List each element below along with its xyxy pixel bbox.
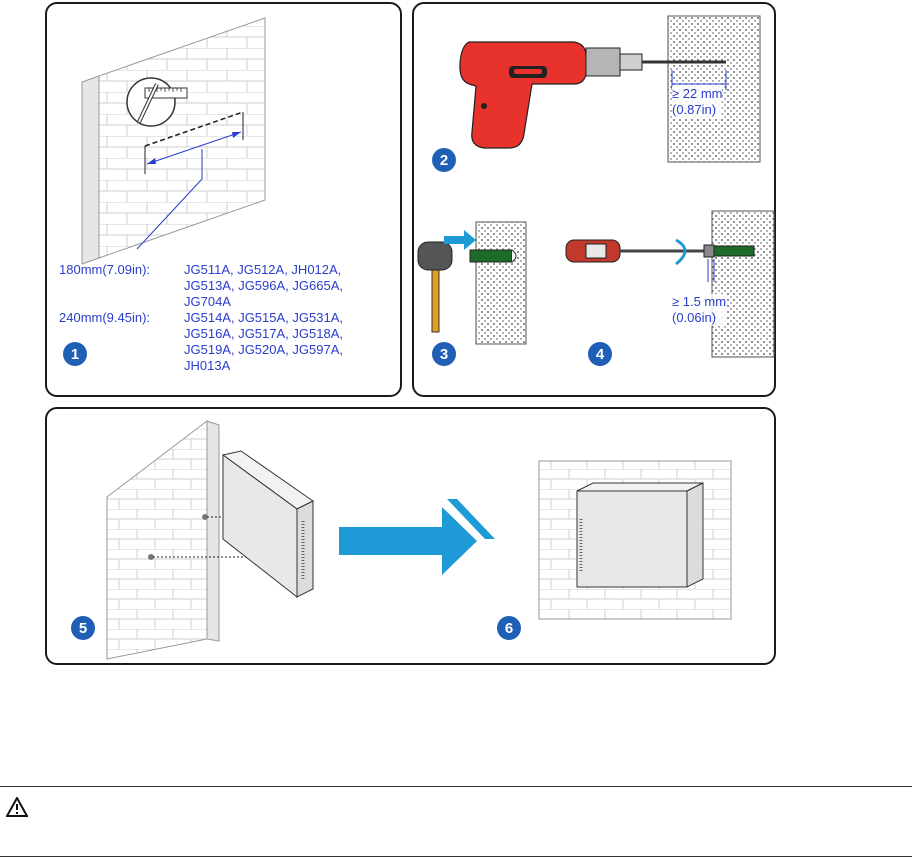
panel-mark-holes — [45, 2, 402, 397]
step-badge-4: 4 — [588, 342, 612, 366]
screw-gap-in: (0.06in) — [672, 310, 717, 325]
panel-drill-and-anchor — [412, 2, 776, 397]
panel-hang-device — [45, 407, 776, 665]
step-badge-1: 1 — [63, 342, 87, 366]
spec-length-180: 180mm(7.09in): — [59, 262, 151, 277]
hang-device-illustration — [47, 409, 778, 667]
spec-row-240 — [59, 310, 374, 374]
spec-row-180 — [59, 262, 374, 310]
divider-top — [0, 786, 912, 787]
step-badge-6: 6 — [497, 616, 521, 640]
drill-depth-label — [672, 86, 722, 118]
step-badge-5: 5 — [71, 616, 95, 640]
screw-gap-mm: ≥ 1.5 mm — [672, 294, 727, 309]
hole-spacing-specs — [59, 262, 374, 374]
drill-depth-in: (0.87in) — [672, 102, 717, 117]
drill-depth-mm: ≥ 22 mm — [672, 86, 723, 101]
spec-length-240: 240mm(9.45in): — [59, 310, 151, 325]
spec-models-240: JG514A, JG515A, JG531A, JG516A, JG517A, JG518A, JG519A, JG520A, JG597A, JH013A — [184, 310, 343, 373]
step-badge-3: 3 — [432, 342, 456, 366]
step-badge-2: 2 — [432, 148, 456, 172]
warning-icon — [6, 797, 28, 817]
spec-models-180: JG511A, JG512A, JH012A, JG513A, JG596A, JG665A, JG704A — [184, 262, 343, 309]
screw-gap-label — [672, 294, 726, 326]
drill-anchor-illustration — [414, 4, 778, 399]
